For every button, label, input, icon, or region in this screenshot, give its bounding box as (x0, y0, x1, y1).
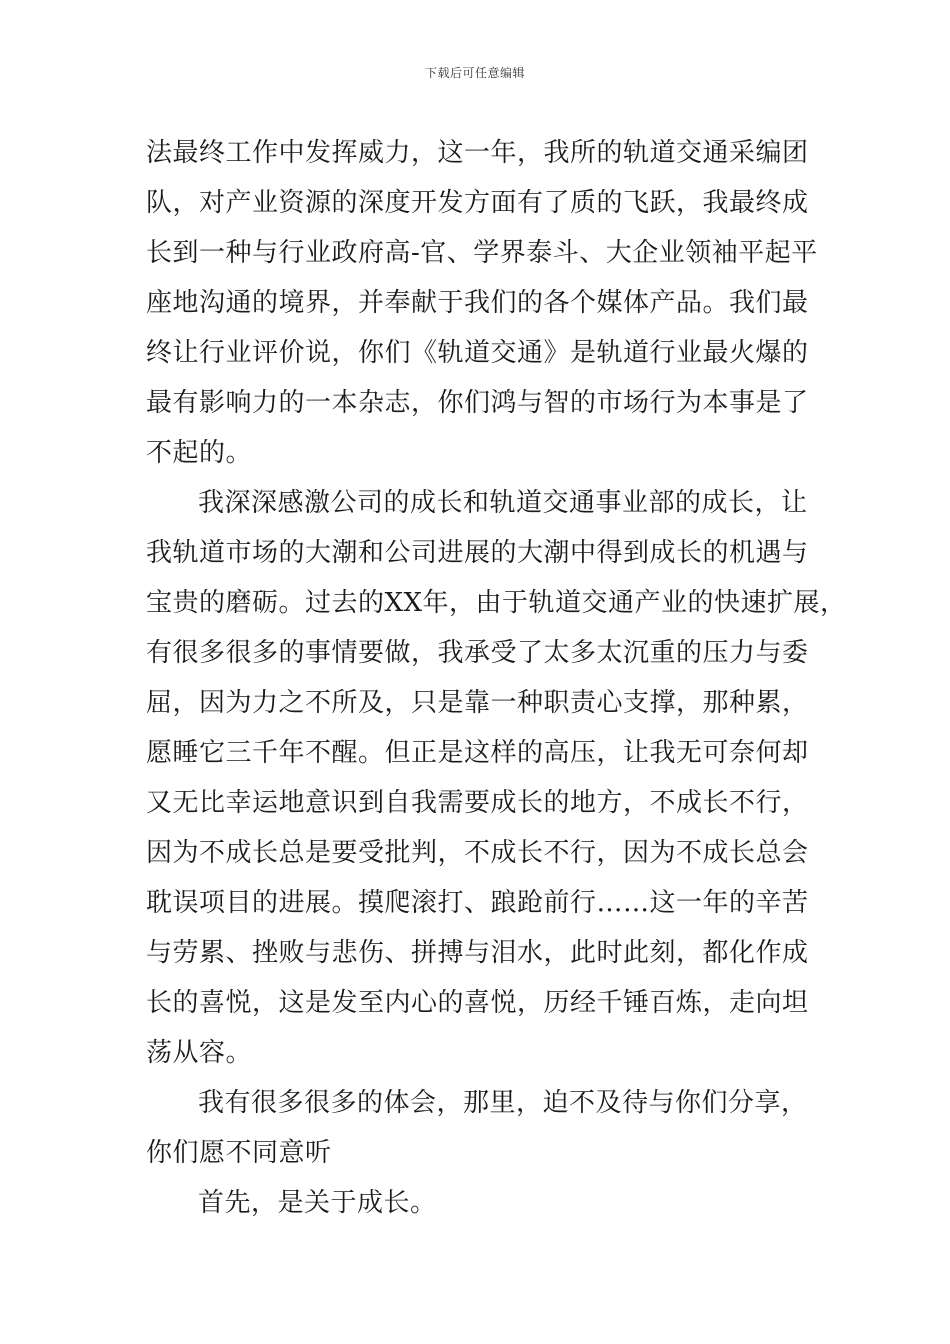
paragraph-3 (146, 1078, 826, 1178)
text-line: 屈，因为力之不所及，只是靠一种职责心支撑，那种累， (146, 688, 809, 718)
text-line: 与劳累、挫败与悲伤、拼搏与泪水，此时此刻，都化作成 (146, 938, 809, 968)
text-line: 我有很多很多的体会，那里，迫不及待与你们分享， (198, 1088, 808, 1118)
text-line: 最有影响力的一本杂志，你们鸿与智的市场行为本事是了 (146, 388, 809, 418)
text-line: 荡从容。 (146, 1038, 253, 1068)
text-line: 愿睡它三千年不醒。但正是这样的高压，让我无可奈何却 (146, 738, 809, 768)
text-line: 因为不成长总是要受批判，不成长不行，因为不成长总会 (146, 838, 809, 868)
paragraph-1 (146, 128, 826, 478)
text-line: 宝贵的磨砺。过去的XX年，由于轨道交通产业的快速扩展， (146, 588, 847, 618)
text-line: 长到一种与行业政府高-官、学界泰斗、大企业领袖平起平 (146, 238, 818, 268)
text-line: 我轨道市场的大潮和公司进展的大潮中得到成长的机遇与 (146, 538, 809, 568)
text-line: 首先，是关于成长。 (198, 1188, 437, 1218)
text-line: 耽误项目的进展。摸爬滚打、踉跄前行……这一年的辛苦 (146, 888, 809, 918)
text-line: 终让行业评价说，你们《轨道交通》是轨道行业最火爆的 (146, 338, 809, 368)
text-line: 座地沟通的境界，并奉献于我们的各个媒体产品。我们最 (146, 288, 809, 318)
page-header: 下载后可任意编辑 (424, 66, 525, 80)
text-line: 我深深感激公司的成长和轨道交通事业部的成长，让 (198, 488, 808, 518)
text-line: 有很多很多的事情要做，我承受了太多太沉重的压力与委 (146, 638, 809, 668)
text-line: 法最终工作中发挥威力，这一年，我所的轨道交通采编团 (146, 138, 809, 168)
text-line: 又无比幸运地意识到自我需要成长的地方，不成长不行， (146, 788, 809, 818)
text-line: 队，对产业资源的深度开发方面有了质的飞跃，我最终成 (146, 188, 809, 218)
text-line: 长的喜悦，这是发至内心的喜悦，历经千锤百炼，走向坦 (146, 988, 809, 1018)
text-line: 不起的。 (146, 438, 253, 468)
text-line: 你们愿不同意听 (146, 1138, 332, 1168)
paragraph-4 (146, 1178, 826, 1228)
paragraph-2 (146, 478, 847, 1078)
document-body (146, 128, 847, 1228)
